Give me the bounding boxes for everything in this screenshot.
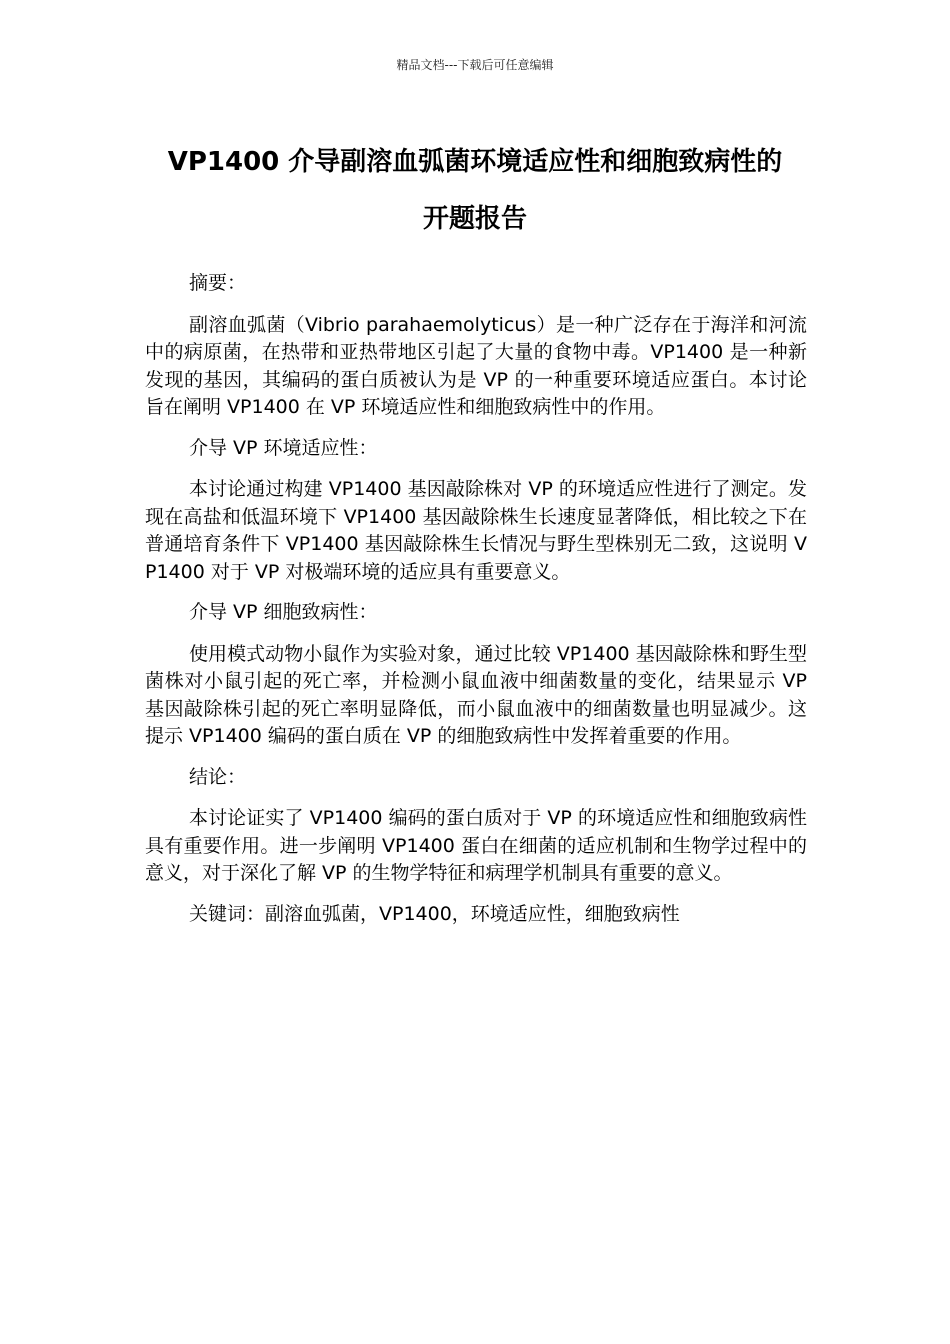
pathogenicity-paragraph: 使用模式动物小鼠作为实验对象，通过比较 VP1400 基因敲除株和野生型菌株对小鼠引起的死亡率，并检测小鼠血液中细菌数量的变化，结果显示 VP 基因敲除株引起的死亡率明显降低，而小鼠血液中的细菌数量也明显减少。这提示 VP1400 编码的蛋白质在 VP 的细胞致病性中发挥着重要的作用。 xyxy=(145,642,807,747)
conclusion-paragraph: 本讨论证实了 VP1400 编码的蛋白质对于 VP 的环境适应性和细胞致病性具有重要作用。进一步阐明 VP1400 蛋白在细菌的适应机制和生物学过程中的意义，对于深化了解 VP 的生物学特征和病理学机制具有重要的意义。 xyxy=(145,807,807,884)
abstract-heading: 摘要： xyxy=(189,272,247,294)
document-title xyxy=(100,134,850,248)
keywords: 关键词：副溶血弧菌，VP1400，环境适应性，细胞致病性 xyxy=(189,902,680,925)
conclusion-heading: 结论： xyxy=(189,765,247,788)
title-line-2: 开题报告 xyxy=(422,204,527,234)
environment-adaptability-paragraph: 本讨论通过构建 VP1400 基因敲除株对 VP 的环境适应性进行了测定。发现在高盐和低温环境下 VP1400 基因敲除株生长速度显著降低，相比较之下在普通培育条件下 VP1400 基因敲除株生长情况与野生型株别无二致，这说明 VP1400 对于 VP 对极端环境的适应具有重要意义。 xyxy=(145,478,807,583)
pathogenicity-heading: 介导 VP 细胞致病性： xyxy=(189,601,378,623)
environment-adaptability-heading: 介导 VP 环境适应性： xyxy=(189,436,378,459)
abstract-paragraph: 副溶血弧菌（Vibrio parahaemolyticus）是一种广泛存在于海洋和河流中的病原菌，在热带和亚热带地区引起了大量的食物中毒。VP1400 是一种新发现的基因，其编码的蛋白质被认为是 VP 的一种重要环境适应蛋白。本讨论旨在阐明 VP1400 在 VP 环境适应性和细胞致病性中的作用。 xyxy=(145,313,807,418)
title-line-1: VP1400 介导副溶血弧菌环境适应性和细胞致病性的 xyxy=(167,147,783,177)
document-body xyxy=(145,270,807,941)
header-note: 精品文档---下载后可任意编辑 xyxy=(396,58,554,72)
